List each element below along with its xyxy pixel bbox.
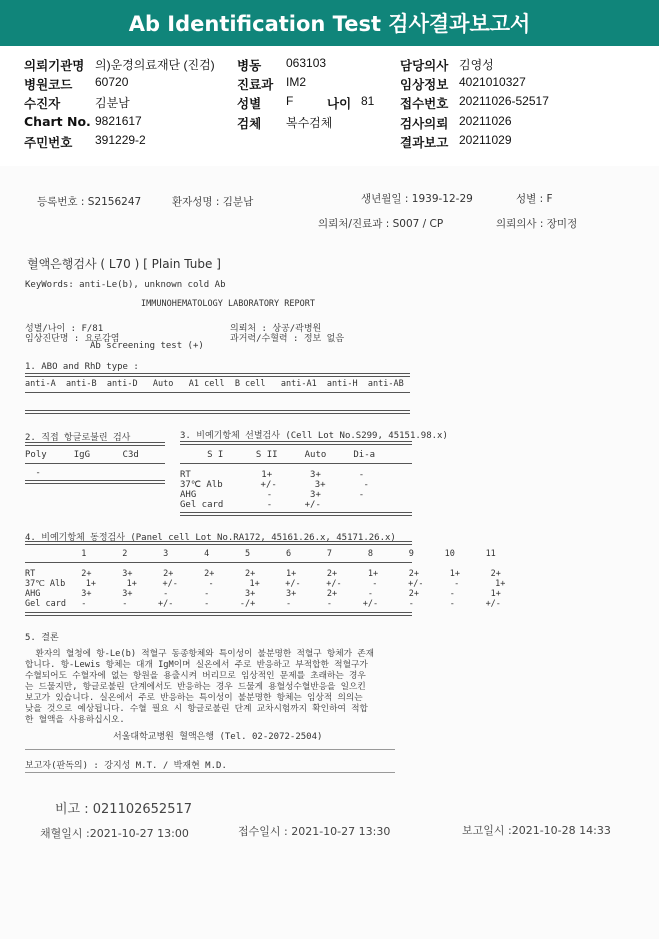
value-specimen: 복수검체 bbox=[286, 116, 333, 130]
section4-row-gel: Gel card - - +/- - -/+ - - +/- - - +/- bbox=[25, 599, 501, 609]
reporter-rule-bottom bbox=[25, 772, 395, 773]
reporter: 보고자(판독의) : 강지성 M.T. / 박재현 M.D. bbox=[25, 761, 227, 771]
section1-columns: anti-A anti-B anti-D Auto A1 cell B cell anti-A1 anti-H anti-AB bbox=[25, 379, 404, 389]
section4-row-alb: 37℃ Alb 1+ 1+ +/- - 1+ +/- +/- - +/- - 1+ bbox=[25, 579, 506, 589]
section4-columns: 1 2 3 4 5 6 7 8 9 10 11 bbox=[25, 549, 496, 559]
value-physician: 김영성 bbox=[459, 58, 494, 72]
conclusion-line-3: 수혈되어도 수혈자에 없는 항원을 용출시켜 버리므로 임상적인 문제를 초래하는 경우 bbox=[25, 671, 366, 681]
section4-rule-top bbox=[25, 541, 412, 545]
value-age: 81 bbox=[361, 94, 375, 108]
transfusion-history: 과거력/수혈력 : 정보 없음 bbox=[230, 334, 345, 344]
conclusion-line-6: 낮을 것으로 예상됩니다. 수혈 필요 시 항글로불린 단계 교차시험까지 확인하여 적합 bbox=[25, 704, 368, 714]
section3-row-gel: Gel card - +/- bbox=[180, 500, 321, 510]
label-ward: 병동 bbox=[237, 58, 262, 73]
section4-title: 4. 비예기항체 동정검사 (Panel cell Lot No.RA172, 45161.26.x, 45171.26.x) bbox=[25, 533, 396, 543]
patient-name: 환자성명 : 김분남 bbox=[172, 196, 254, 208]
date-of-birth: 생년월일 : 1939-12-29 bbox=[361, 193, 473, 205]
requesting-dept: 의뢰처/진료과 : S007 / CP bbox=[318, 218, 444, 230]
value-patient: 김분남 bbox=[95, 96, 130, 110]
section1-title: 1. ABO and RhD type : bbox=[25, 362, 139, 372]
label-physician: 담당의사 bbox=[400, 58, 449, 73]
registration-number: 등록번호 : S2156247 bbox=[37, 196, 142, 208]
screening-result: Ab screening test (+) bbox=[90, 341, 204, 351]
page-title: Ab Identification Test 검사결과보고서 bbox=[128, 12, 531, 36]
section4-row-ahg: AHG 3+ 3+ - - 3+ 3+ 2+ - 2+ - 1+ bbox=[25, 589, 501, 599]
receipt-datetime: 접수일시 : 2021-10-27 13:30 bbox=[238, 825, 391, 838]
header-bar bbox=[0, 0, 659, 46]
value-sex: F bbox=[286, 94, 294, 108]
value-resident-no: 391229-2 bbox=[95, 133, 146, 147]
remark: 비고 : 021102652517 bbox=[55, 802, 193, 817]
section1-rule-mid bbox=[25, 392, 410, 393]
conclusion-line-5: 보고가 있습니다. 실온에서 주로 반응하는 특이성이 불분명한 항체는 임상적 의의는 bbox=[25, 693, 363, 703]
patient-sex: 성별 : F bbox=[516, 193, 553, 205]
value-result-report: 20211029 bbox=[459, 133, 512, 147]
conclusion-line-7: 한 혈액을 사용하십시오. bbox=[25, 715, 125, 725]
label-result-report: 결과보고 bbox=[400, 135, 449, 150]
section2-rule-mid bbox=[25, 463, 165, 464]
conclusion-line-1: 환자의 혈청에 항-Le(b) 적혈구 동종항체와 특이성이 불분명한 적혈구 항체가 존재 bbox=[25, 649, 375, 659]
value-hospital-code: 60720 bbox=[95, 75, 129, 89]
referring-institution: 의뢰처 : 상공/곽병원 bbox=[230, 324, 322, 334]
value-ward: 063103 bbox=[286, 56, 327, 70]
section3-title: 3. 비예기항체 선별검사 (Cell Lot No.S299, 45151.98.x) bbox=[180, 431, 448, 441]
section3-row-rt: RT 1+ 3+ - bbox=[180, 470, 365, 480]
section3-rule-mid bbox=[180, 463, 412, 464]
label-specimen: 검체 bbox=[237, 116, 262, 131]
section3-rule-top bbox=[180, 441, 412, 445]
section2-rule-top bbox=[25, 442, 165, 446]
section2-rule-bottom bbox=[25, 480, 165, 484]
section4-row-rt: RT 2+ 3+ 2+ 2+ 2+ 1+ 2+ 1+ 2+ 1+ 2+ bbox=[25, 569, 501, 579]
section3-columns: S I S II Auto Di-a bbox=[180, 450, 376, 460]
label-patient: 수진자 bbox=[24, 96, 61, 111]
label-resident-no: 주민번호 bbox=[24, 135, 73, 150]
label-sex: 성별 bbox=[237, 96, 262, 111]
report-datetime: 보고일시 :2021-10-28 14:33 bbox=[462, 824, 611, 837]
section5-title: 5. 결론 bbox=[25, 633, 59, 643]
label-requesting-institution: 의뢰기관명 bbox=[24, 58, 85, 73]
collection-datetime: 채혈일시 :2021-10-27 13:00 bbox=[40, 827, 189, 840]
section3-rule-bottom bbox=[180, 512, 412, 516]
keywords: KeyWords: anti-Le(b), unknown cold Ab bbox=[25, 280, 226, 290]
section3-row-alb: 37℃ Alb +/- 3+ - bbox=[180, 480, 369, 490]
report-title: 혈액은행검사 ( L70 ) [ Plain Tube ] bbox=[27, 257, 221, 271]
section4-rule-bottom bbox=[25, 612, 412, 616]
label-hospital-code: 병원코드 bbox=[24, 77, 73, 92]
section1-rule-bottom bbox=[25, 410, 410, 414]
label-test-request: 검사의뢰 bbox=[400, 116, 449, 131]
value-test-request: 20211026 bbox=[459, 114, 512, 128]
scanned-report bbox=[0, 166, 659, 939]
value-requesting-institution: 의)운경의료재단 (진검) bbox=[95, 58, 215, 72]
section3-row-ahg: AHG - 3+ - bbox=[180, 490, 365, 500]
report-heading: IMMUNOHEMATOLOGY LABORATORY REPORT bbox=[141, 299, 315, 309]
section2-values: - bbox=[30, 468, 41, 478]
reporter-rule-top bbox=[25, 749, 395, 750]
label-age: 나이 bbox=[327, 96, 352, 111]
section2-title: 2. 직접 항글로불린 검사 bbox=[25, 433, 131, 443]
label-receipt-no: 접수번호 bbox=[400, 96, 449, 111]
patient-sex-age: 성별/나이 : F/81 bbox=[25, 324, 104, 334]
blood-bank-contact: 서울대학교병원 혈액은행 (Tel. 02-2072-2504) bbox=[113, 732, 323, 742]
section1-rule-top bbox=[25, 373, 410, 377]
label-clinical-info: 임상정보 bbox=[400, 77, 449, 92]
patient-info-panel bbox=[0, 46, 659, 167]
conclusion-line-4: 는 드물지만, 항글로불린 단계에서도 반응하는 경우 드물게 용혈성수혈반응을 일으킨 bbox=[25, 682, 366, 692]
section2-columns: Poly IgG C3d bbox=[25, 450, 139, 460]
clinical-diagnosis: 임상진단명 : 요로감염 bbox=[25, 334, 120, 344]
value-receipt-no: 20211026-52517 bbox=[459, 94, 549, 108]
conclusion-line-2: 합니다. 항-Lewis 항체는 대개 IgM이며 실온에서 주로 반응하고 부적합한 적혈구가 bbox=[25, 660, 368, 670]
section4-rule-mid bbox=[25, 562, 412, 563]
value-department: IM2 bbox=[286, 75, 307, 89]
value-clinical-info: 4021010327 bbox=[459, 75, 526, 89]
value-chart-no: 9821617 bbox=[95, 114, 142, 128]
requesting-doctor: 의뢰의사 : 장미정 bbox=[496, 218, 578, 230]
label-department: 진료과 bbox=[237, 77, 274, 92]
label-chart-no: Chart No. bbox=[24, 114, 91, 129]
